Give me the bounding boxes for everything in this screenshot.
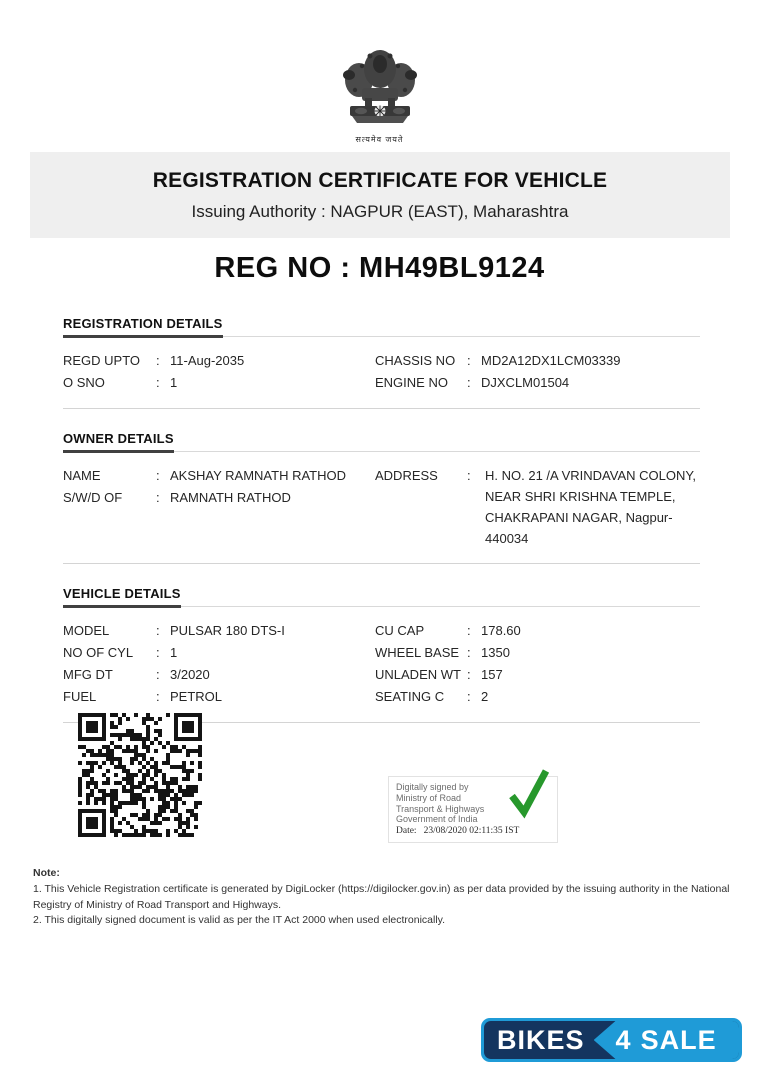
field-swd-of: S/W/D OF : RAMNATH RATHOD — [63, 490, 291, 505]
field-regd-upto: REGD UPTO : 11-Aug-2035 — [63, 353, 245, 368]
bikes4sale-logo-inner — [484, 1021, 739, 1059]
issuing-authority: Issuing Authority : NAGPUR (EAST), Maharashtra — [191, 201, 569, 221]
signature-date: Date: 23/08/2020 02:11:35 IST — [396, 826, 520, 837]
signature-line: Ministry of Road — [396, 792, 462, 803]
section-vehicle-details — [63, 585, 700, 723]
section-title: REGISTRATION DETAILS — [63, 316, 223, 338]
section-header — [63, 430, 700, 452]
note-heading: Note: — [33, 867, 60, 879]
signature-line: Government of India — [396, 814, 478, 825]
field-mfg-dt: MFG DT : 3/2020 — [63, 667, 210, 682]
note-item: 1. This Vehicle Registration certificate is generated by DigiLocker (https://digilocker.gov.in) as per data provided by the issuing authority in the National Registry of Ministry of Road Transport and Highways. — [33, 882, 730, 911]
field-model: MODEL : PULSAR 180 DTS-I — [63, 623, 285, 638]
field-seating-c: SEATING C : 2 — [375, 689, 489, 704]
section-title: VEHICLE DETAILS — [63, 586, 181, 608]
signature-line: Digitally signed by — [396, 782, 469, 792]
field-engine-no: ENGINE NO : DJXCLM01504 — [375, 375, 570, 390]
field-fuel: FUEL : PETROL — [63, 689, 223, 704]
national-emblem — [325, 42, 435, 145]
section-owner-details — [63, 430, 700, 564]
field-address: ADDRESS : H. NO. 21 /A VRINDAVAN COLONY, NEAR SHRI KRISHNA TEMPLE, CHAKRAPANI NAGAR, Nagpur-440034 — [375, 465, 700, 549]
logo-text: BIKES 4 SALE — [497, 1024, 717, 1055]
field-unladen-wt: UNLADEN WT : 157 — [375, 667, 503, 682]
section-divider — [63, 563, 700, 564]
certificate-header — [30, 152, 730, 238]
section-header — [63, 585, 700, 607]
bikes4sale-logo — [481, 1018, 742, 1062]
section-title: OWNER DETAILS — [63, 431, 174, 453]
registration-number-heading: REG NO : MH49BL9124 — [214, 252, 545, 284]
emblem-motto: सत्यमेव जयते — [355, 135, 404, 144]
ashoka-emblem-icon — [332, 42, 428, 128]
signature-line: Transport & Highways — [396, 803, 485, 814]
signature-valid-check-icon — [507, 765, 551, 819]
address-value: H. NO. 21 /A VRINDAVAN COLONY, NEAR SHRI KRISHNA TEMPLE, CHAKRAPANI NAGAR, Nagpur-440034 — [485, 468, 696, 546]
field-chassis-no: CHASSIS NO : MD2A12DX1LCM03339 — [375, 353, 621, 368]
section-registration-details — [63, 315, 700, 409]
note-section — [33, 866, 737, 929]
section-header — [63, 315, 700, 337]
field-no-of-cyl: NO OF CYL : 1 — [63, 645, 178, 660]
field-wheel-base: WHEEL BASE : 1350 — [375, 645, 510, 660]
field-name: NAME : AKSHAY RAMNATH RATHOD — [63, 468, 347, 483]
certificate-body — [63, 315, 700, 744]
digital-signature-block — [388, 776, 558, 843]
section-divider — [63, 408, 700, 409]
qr-code — [78, 713, 202, 837]
field-o-sno: O SNO : 1 — [63, 375, 178, 390]
note-item: 2. This digitally signed document is valid as per the IT Act 2000 when used electronically. — [33, 914, 446, 927]
field-cu-cap: CU CAP : 178.60 — [375, 623, 521, 638]
certificate-title: REGISTRATION CERTIFICATE FOR VEHICLE — [152, 168, 608, 192]
